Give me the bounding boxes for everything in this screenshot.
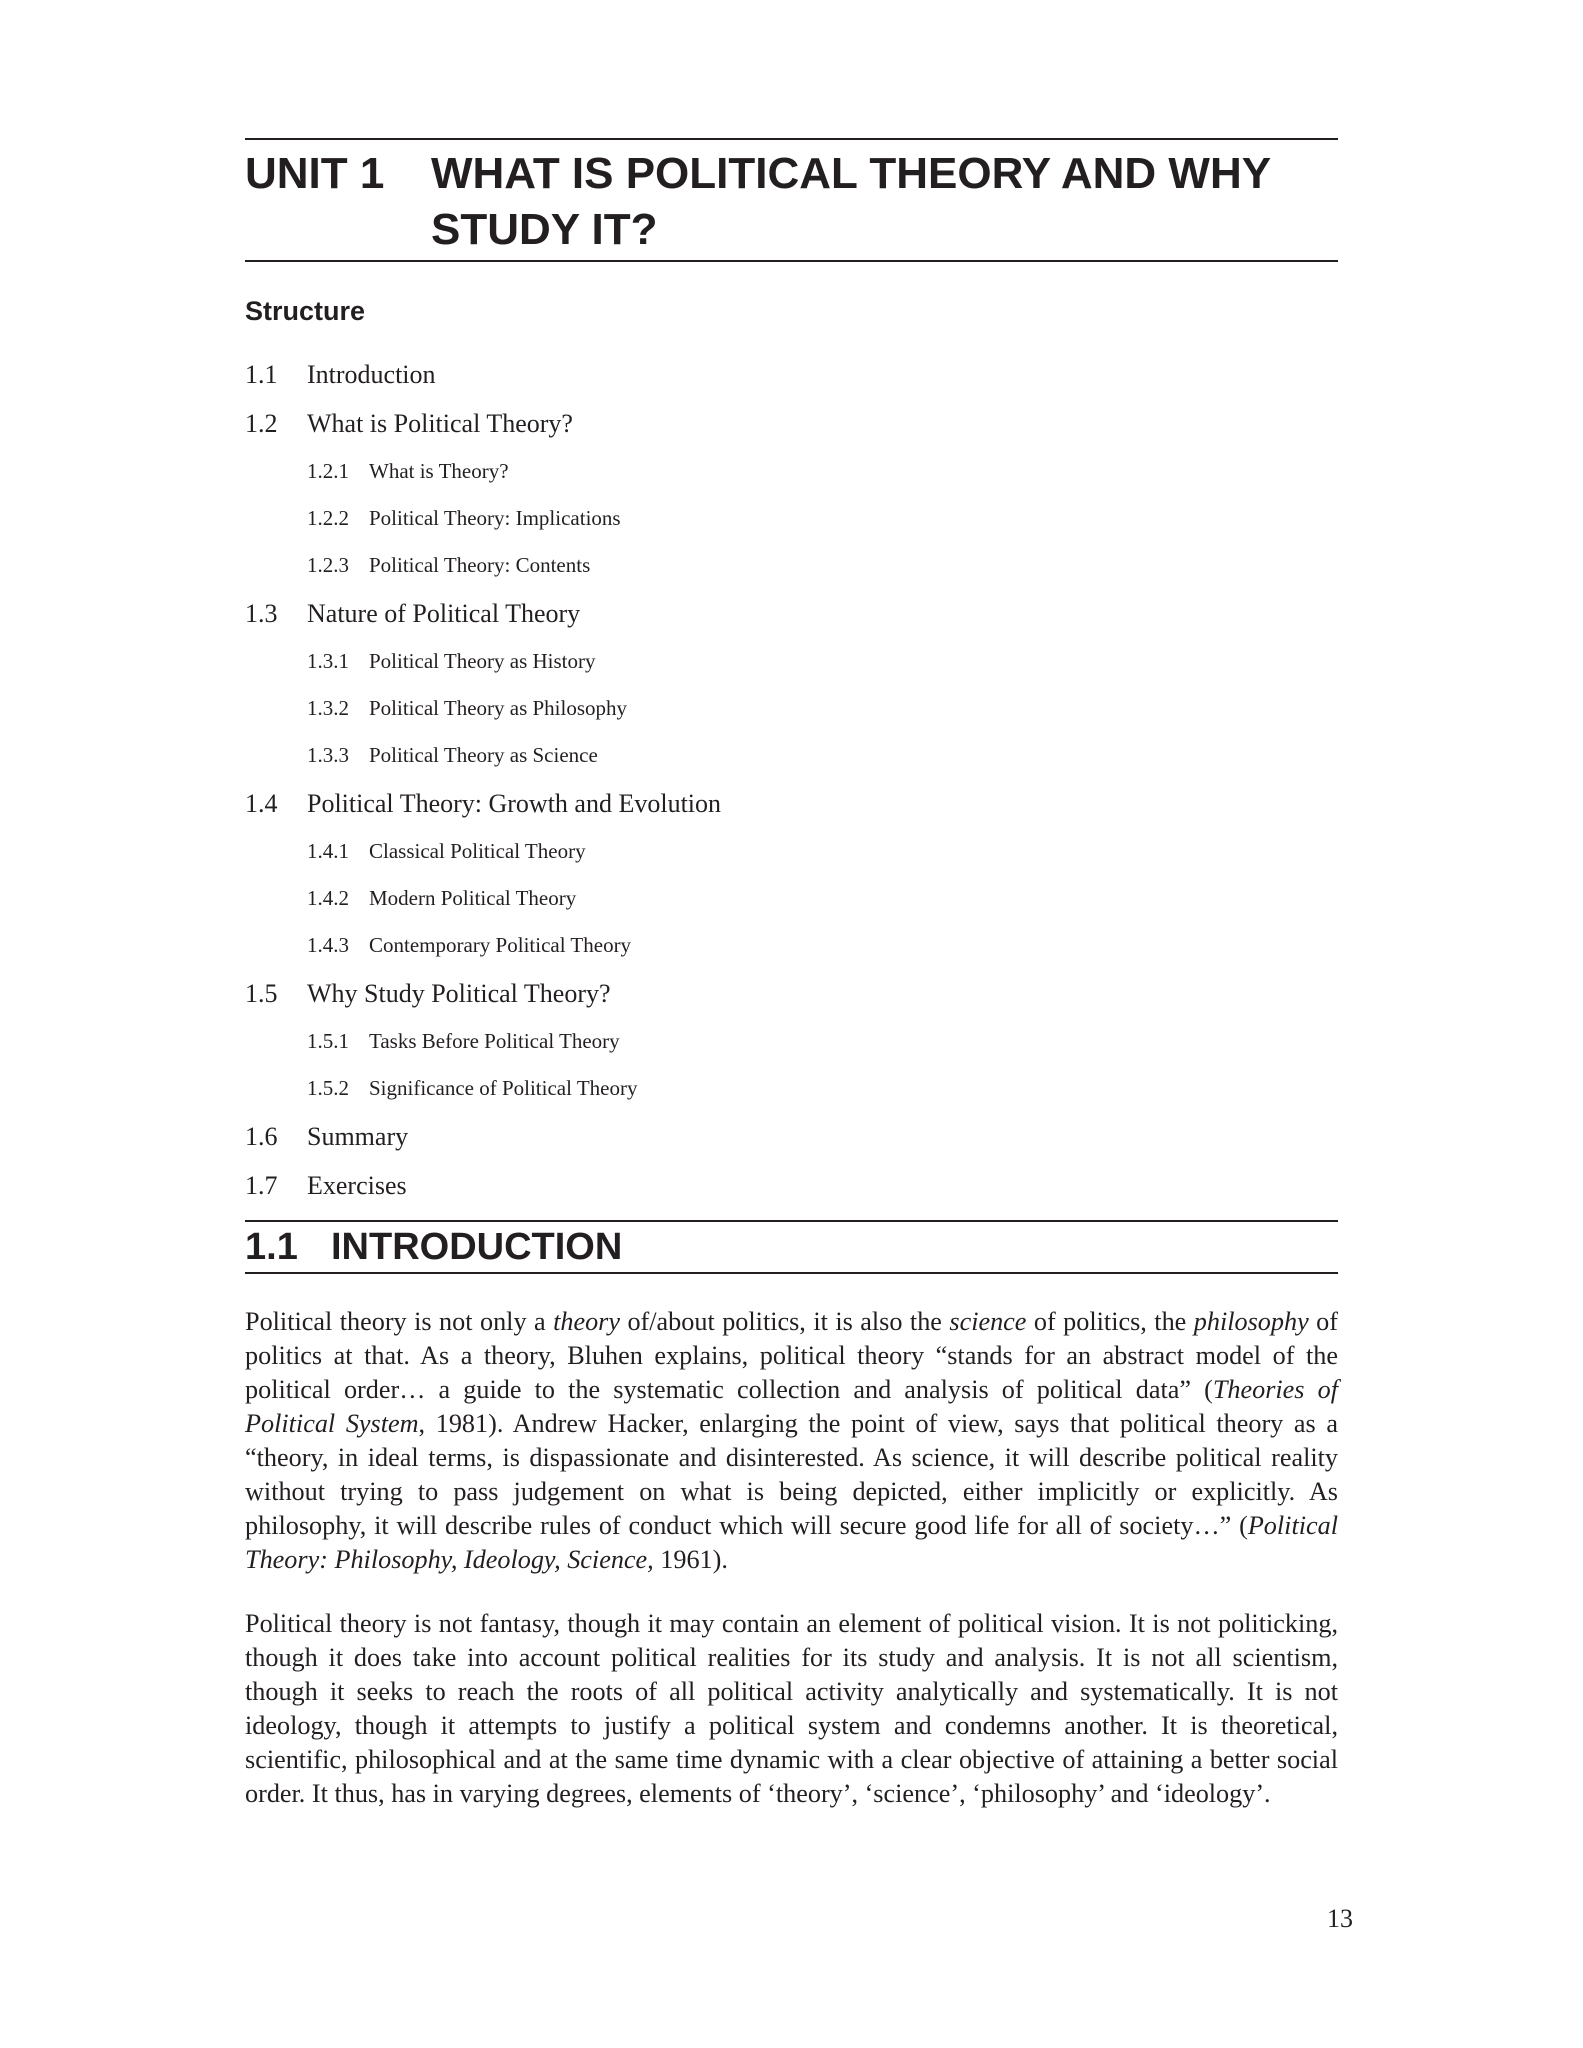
toc-item-label: Political Theory: Growth and Evolution xyxy=(307,789,722,818)
toc-item-number: 1.3 xyxy=(245,599,278,628)
document-page xyxy=(245,138,1338,1811)
unit-title xyxy=(431,146,1338,258)
unit-heading xyxy=(245,146,1338,258)
section-bottom-rule xyxy=(245,1272,1338,1274)
text-run: of politics at that. As a theory, Bluhen explains, political theory “stands for an abstract model of the political order… a guide to the systematic collection and analysis of political data” ( xyxy=(245,1307,1338,1404)
italic-text: Theories of Political System xyxy=(245,1375,1338,1438)
body-paragraph xyxy=(245,1607,1338,1811)
toc-item xyxy=(245,685,1338,732)
toc-item-number: 1.2.1 xyxy=(307,459,349,483)
toc-item-label: Introduction xyxy=(307,360,436,389)
section-top-rule xyxy=(245,1220,1338,1222)
toc-item xyxy=(245,495,1338,542)
section-body xyxy=(245,1305,1338,1811)
text-run: 1961). xyxy=(653,1545,728,1574)
toc-item xyxy=(245,779,1338,828)
toc-item xyxy=(245,1018,1338,1065)
toc-item xyxy=(245,399,1338,448)
toc-item-number: 1.4.2 xyxy=(307,886,349,910)
toc-item xyxy=(245,589,1338,638)
text-run: of politics, the xyxy=(1026,1307,1194,1336)
toc-item xyxy=(245,1065,1338,1112)
toc-item xyxy=(245,448,1338,495)
toc-item-number: 1.3.3 xyxy=(307,743,349,767)
unit-heading-rule xyxy=(245,260,1338,262)
toc-item-number: 1.2.3 xyxy=(307,553,349,577)
toc-item-number: 1.4 xyxy=(245,789,278,818)
text-run: of/about politics, it is also the xyxy=(620,1307,950,1336)
toc-item-label: Political Theory as History xyxy=(369,649,596,673)
toc-item-label: Contemporary Political Theory xyxy=(369,933,632,957)
unit-label: UNIT 1 xyxy=(245,149,385,198)
toc-item-label: Political Theory: Implications xyxy=(369,506,621,530)
text-run: , 1981). Andrew Hacker, enlarging the point of view, says that political theory as a “theory, in ideal terms, is dispassionate and disinterested. As science, it will describe political reality without trying to pass judgement on what is being depicted, either implicitly or explicitly. As philosophy, it will describe rules of conduct which will secure good life for all of society…” ( xyxy=(245,1409,1338,1540)
introduction-section xyxy=(245,1220,1338,1811)
table-of-contents xyxy=(245,350,1338,1210)
italic-text: science xyxy=(949,1307,1027,1336)
italic-text: theory xyxy=(553,1307,620,1336)
structure-heading: Structure xyxy=(245,296,366,326)
toc-item xyxy=(245,732,1338,779)
toc-item-number: 1.2 xyxy=(245,409,278,438)
toc-item xyxy=(245,542,1338,589)
toc-item xyxy=(245,875,1338,922)
toc-item xyxy=(245,922,1338,969)
section-heading xyxy=(245,1224,1338,1270)
toc-item-label: Why Study Political Theory? xyxy=(307,979,611,1008)
toc-item-number: 1.4.1 xyxy=(307,839,349,863)
text-run: Political theory is not only a xyxy=(245,1307,554,1336)
toc-item-number: 1.7 xyxy=(245,1171,278,1200)
toc-item-number: 1.3.1 xyxy=(307,649,349,673)
toc-item-number: 1.3.2 xyxy=(307,696,349,720)
toc-item-label: Political Theory as Science xyxy=(369,743,598,767)
toc-item-label: Significance of Political Theory xyxy=(369,1076,638,1100)
toc-item-label: Political Theory as Philosophy xyxy=(369,696,628,720)
top-rule xyxy=(245,138,1338,140)
toc-item-number: 1.6 xyxy=(245,1122,278,1151)
unit-title-line-2: STUDY IT? xyxy=(431,205,658,254)
toc-item-label: What is Political Theory? xyxy=(307,409,573,438)
toc-item-number: 1.5 xyxy=(245,979,278,1008)
toc-item xyxy=(245,638,1338,685)
toc-item xyxy=(245,969,1338,1018)
toc-item-label: Classical Political Theory xyxy=(369,839,586,863)
toc-item-number: 1.2.2 xyxy=(307,506,349,530)
toc-item xyxy=(245,828,1338,875)
toc-item xyxy=(245,1161,1338,1210)
toc-item xyxy=(245,1112,1338,1161)
toc-item xyxy=(245,350,1338,399)
text-run: Political theory is not fantasy, though it may contain an element of political vision. It is not politicking, though it does take into account political realities for its study and analysis. It is not all scientism, though it seeks to reach the roots of all political activity analytically and systematically. It is not ideology, though it attempts to justify a political system and condemns another. It is theoretical, scientific, philosophical and at the same time dynamic with a clear objective of attaining a better social order. It thus, has in varying degrees, elements of ‘theory’, ‘science’, ‘philosophy’ and ‘ideology’. xyxy=(245,1609,1338,1808)
toc-item-label: Modern Political Theory xyxy=(369,886,577,910)
italic-text: Political Theory: Philosophy, Ideology, Science, xyxy=(245,1511,1338,1574)
unit-title-line-1: WHAT IS POLITICAL THEORY AND WHY xyxy=(431,149,1272,198)
toc-item-number: 1.5.2 xyxy=(307,1076,349,1100)
toc-item-label: Nature of Political Theory xyxy=(307,599,581,628)
toc-item-number: 1.1 xyxy=(245,360,278,389)
page-number: 13 xyxy=(1327,1904,1353,1933)
toc-item-label: What is Theory? xyxy=(369,459,509,483)
toc-item-number: 1.5.1 xyxy=(307,1029,349,1053)
toc-item-label: Exercises xyxy=(307,1171,407,1200)
toc-item-label: Tasks Before Political Theory xyxy=(369,1029,620,1053)
toc-item-label: Political Theory: Contents xyxy=(369,553,591,577)
body-paragraph xyxy=(245,1305,1338,1577)
italic-text: philosophy xyxy=(1193,1307,1309,1336)
toc-item-number: 1.4.3 xyxy=(307,933,349,957)
toc-item-label: Summary xyxy=(307,1122,409,1151)
section-title: INTRODUCTION xyxy=(331,1226,623,1268)
section-number: 1.1 xyxy=(245,1226,298,1268)
